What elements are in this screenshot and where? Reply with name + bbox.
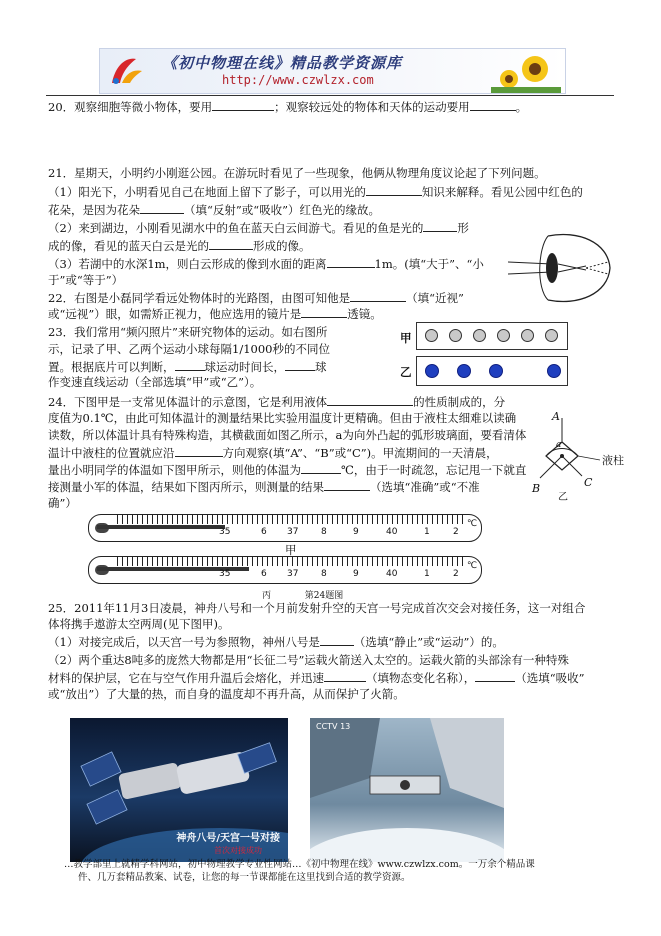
tick-label: ℃ (467, 561, 478, 571)
question-25-line-6: 或“放出”）了大量的热，而自身的温度却不再升高，从而保护了火箭。 (48, 687, 405, 701)
question-24-line-6: 接测量小军的体温，结果如下图丙所示，则测量的结果 （选填“准确”或“不准 (48, 480, 480, 494)
label-yi-figure: 乙 (558, 492, 568, 503)
tick-label: 37 (287, 527, 299, 537)
docking-camera-photo (310, 718, 504, 862)
question-24-line-4: 温计中液柱的位置就应沿 方向观察(填“A”、“B”或“C”)。甲流期间的一天清晨， (48, 446, 498, 460)
question-23-line-1: 23．我们常用“频闪照片”来研究物体的运动。如右图所 (48, 325, 328, 339)
ball-jia (473, 329, 486, 342)
question-23-line-4: 作变速直线运动（全部选填“甲”或“乙”）。 (48, 375, 262, 389)
eye-diagram (508, 228, 628, 308)
question-23-line-2: 示，记录了甲、乙两个运动小球每隔1/1000秒的不同位 (48, 342, 330, 356)
tick-label: ℃ (467, 519, 478, 529)
tick-label: 8 (321, 569, 327, 579)
tick-label: 8 (321, 527, 327, 537)
question-25-line-4: （2）两个重达8吨多的庞然大物都是用“长征二号”运载火箭送入太空的。运载火箭的头部涂有一种特殊 (48, 653, 569, 667)
ball-yi (489, 364, 503, 378)
label-a: a (556, 440, 562, 450)
tick-label: 9 (353, 527, 359, 537)
tick-label: 35 (219, 569, 231, 579)
ball-jia (497, 329, 510, 342)
label-yi: 乙 (400, 365, 412, 379)
header-rule (46, 95, 614, 96)
tv-logo: CCTV 13 (316, 722, 351, 731)
tick-label: 6 (261, 527, 267, 537)
thermometer-jia (88, 514, 482, 542)
tick-label: 1 (424, 569, 430, 579)
footer-line-2: 件、几万套精品教案、试卷，让您的每一节课都能在这里找到合适的教学资源。 (78, 872, 411, 883)
photo-caption: 神舟八号/天宫一号对接 (176, 833, 280, 844)
question-21-line-3: 花朵，是因为花朵 （填“反射”或“吸收”）红色光的缘故。 (48, 203, 381, 217)
thermometer-bing (88, 556, 482, 584)
ball-jia (521, 329, 534, 342)
ball-jia (425, 329, 438, 342)
strobe-row-yi (416, 356, 568, 386)
question-22-line-2: 或“远视”）眼，如需矫正视力，他应选用的镜片是 透镜。 (48, 307, 382, 321)
question-25-line-1: 25．2011年11月3日凌晨，神舟八号和一个月前发射升空的天宫一号完成首次交会对接任务，这一对组合 (48, 601, 586, 615)
question-21-line-4: （2）来到湖边，小刚看见湖水中的鱼在蓝天白云间游弋。看见的鱼是光的 形 (48, 221, 469, 235)
tick-label: 9 (353, 569, 359, 579)
caption-text: 第24题图 (304, 591, 344, 601)
banner-url: http://www.czwlzx.com (222, 73, 374, 87)
question-24-line-5: 量出小明同学的体温如下图甲所示，则他的体温为 ℃，由于一时疏忽，忘记甩一下就直 (48, 463, 527, 477)
question-24-line-1: 24．下图甲是一支常见体温计的示意图，它是利用液体 的性质制成的，分 (48, 395, 506, 409)
label-liquid-column: 液柱 (602, 454, 624, 467)
question-25-line-2: 体将携手遨游太空两周(见下图甲)。 (48, 617, 230, 631)
tick-label: 6 (261, 569, 267, 579)
question-24-line-7: 确”） (48, 496, 77, 510)
tick-label: 40 (386, 527, 398, 537)
question-20: 20．观察细胞等微小物体，要用 ；观察较远处的物体和天体的运动要用 。 (48, 100, 528, 114)
ball-yi (457, 364, 471, 378)
logo-icon (106, 53, 146, 89)
tick-label: 37 (287, 569, 299, 579)
tick-label: 35 (219, 527, 231, 537)
question-24-line-3: 读数，所以体温计具有特殊构造，其横截面如图乙所示，a为向外凸起的弧形玻璃面，要看清体 (48, 428, 527, 442)
label-thermometer-jia: 甲 (285, 543, 297, 557)
photo-subcaption: 首次对接成功 (214, 846, 262, 855)
label-thermometer-bing: 丙 (262, 591, 272, 601)
header-banner (99, 48, 566, 94)
footer-line-1: …教学部里上就精学科网站，初中物理教学专业性网站…《初中物理在线》www.czwlzx.com。一万余个精品课 (64, 859, 535, 870)
banner-title: 《初中物理在线》精品教学资源库 (162, 54, 403, 72)
question-21-line-6: （3）若湖中的水深1m，则白云形成的像到水面的距离 1m。(填“大于”、“小 (48, 257, 484, 271)
cross-section-diagram (522, 412, 642, 502)
label-A: A (552, 410, 560, 423)
question-21-line-1: 21．星期天，小明约小刚逛公园。在游玩时看见了一些现象，他俩从物理角度议论起了下列问题。 (48, 166, 546, 180)
question-25-line-5: 材料的保护层，它在与空气作用升温后会熔化，并迅速 （填物态变化名称）， （选填“吸收” (48, 671, 585, 685)
question-21-line-5: 成的像，看见的蓝天白云是光的 形成的像。 (48, 239, 311, 253)
ball-jia (545, 329, 558, 342)
question-25-line-3: （1）对接完成后，以天宫一号为参照物，神州八号是 （选填“静止”或“运动”）的。 (48, 635, 504, 649)
tick-label: 40 (386, 569, 398, 579)
tick-label: 2 (453, 569, 459, 579)
question-22-line-1: 22．右图是小磊同学看远处物体时的光路图，由图可知他是 （填“近视” (48, 291, 464, 305)
ball-yi (547, 364, 561, 378)
label-jia: 甲 (400, 331, 412, 345)
question-21-line-2: （1）阳光下，小明看见自己在地面上留下了影子，可以用光的 知识来解释。看见公园中红色的 (48, 185, 583, 199)
question-24-line-2: 度值为0.1℃，由此可知体温计的测量结果比实验用温度计更精确。但由于液柱太细难以读确 (48, 411, 517, 425)
label-C: C (584, 476, 593, 489)
question-23-line-3: 置。根据底片可以判断， 球运动时间长， 球 (48, 360, 327, 374)
docking-photo (70, 718, 288, 862)
ball-yi (425, 364, 439, 378)
strobe-row-jia (416, 322, 568, 350)
label-B: B (532, 482, 541, 495)
sunflower-icon (491, 49, 561, 93)
ball-jia (449, 329, 462, 342)
question-21-line-7: 于”或“等于”） (48, 273, 124, 287)
tick-label: 1 (424, 527, 430, 537)
mercury-column (97, 525, 225, 529)
tick-label: 2 (453, 527, 459, 537)
